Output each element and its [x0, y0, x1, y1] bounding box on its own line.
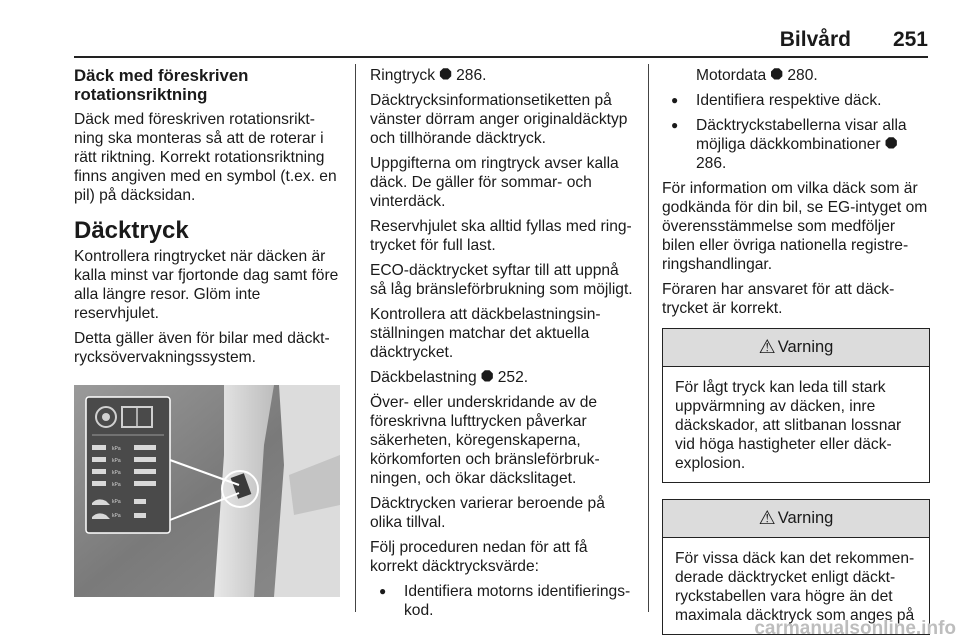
paragraph: Däckbelastning ⯃ 252. [370, 369, 529, 386]
svg-text:kPa: kPa [112, 482, 121, 488]
column-1 [74, 66, 342, 597]
paragraph: Föraren har ansvaret för att däck-trycket är korrekt. [662, 281, 895, 317]
tire-pressure-label-photo [74, 385, 340, 597]
warning-title: Varning [777, 338, 834, 356]
svg-text:kPa: kPa [112, 513, 121, 519]
paragraph: Över- eller underskridande av de föreskrivna lufttrycken påverkar säkerheten, köregenskaperna, körkomforten och bränsleförbruk-ningen, och ökar däckslitaget. [370, 394, 600, 487]
paragraph: Detta gäller även för bilar med däckt-rycksövervakningssystem. [74, 330, 330, 366]
list-item-continuation: Motordata ⯃ 280. [696, 67, 818, 84]
warning-icon: ⚠ [758, 337, 776, 358]
paragraph: Ringtryck ⯃ 286. [370, 67, 487, 84]
warning-box [662, 328, 930, 483]
warning-box [662, 499, 930, 635]
warning-header [663, 500, 929, 538]
list-item: ● Identifiera motorns identifierings-kod. [370, 582, 636, 620]
page-header [738, 28, 928, 52]
paragraph: Kontrollera att däckbelastningsin-ställningen matchar det aktuella däcktrycket. [370, 306, 601, 361]
svg-text:kPa: kPa [112, 499, 121, 505]
header-rule [74, 56, 928, 58]
watermark: carmanualsonline.info [754, 618, 956, 639]
warning-text: För vissa däck kan det rekommen-derade däcktrycket enligt däckt-ryckstabellen vara högre än det maximala däcktryck som anges på [675, 550, 915, 624]
paragraph: Följ proceduren nedan för att få korrekt däcktrycksvärde: [370, 539, 588, 575]
column-2 [370, 66, 636, 626]
page-number: 251 [892, 28, 928, 51]
section-title: Bilvård [779, 28, 851, 51]
paragraph: Däcktrycken varierar beroende på olika tillval. [370, 495, 605, 531]
door-frame-illustration [74, 385, 340, 597]
svg-text:kPa: kPa [112, 446, 121, 452]
warning-title: Varning [777, 509, 834, 527]
warning-text: För lågt tryck kan leda till stark uppvärmning av däcken, inre däckskador, att slitbanan lossnar vid höga hastigheter eller däck-explosion. [675, 379, 902, 472]
warning-icon: ⚠ [758, 508, 776, 529]
paragraph: Reservhjulet ska alltid fyllas med ring-trycket för full last. [370, 218, 632, 254]
heading-rotation-direction: Däck med föreskriven rotationsriktning [74, 66, 249, 104]
column-3 [662, 66, 930, 635]
warning-header [663, 329, 929, 367]
column-divider-1 [355, 64, 356, 612]
paragraph: Kontrollera ringtrycket när däcken är kalla minst var fjortonde dag samt före alla längre resor. Glöm inte reservhjulet. [74, 248, 339, 322]
paragraph: Uppgifterna om ringtryck avser kalla däck. De gäller för sommar- och vinterdäck. [370, 155, 619, 210]
list-item: ● Däcktryckstabellerna visar alla möjliga däckkombinationer ⯃ 286. [662, 116, 930, 173]
svg-text:kPa: kPa [112, 458, 121, 464]
svg-text:kPa: kPa [112, 470, 121, 476]
paragraph: Däck med föreskriven rotationsrikt-ning ska monteras så att de roterar i rätt riktning. Korrekt rotationsriktning finns angiven med en symbol (t.ex. en pil) på däcksidan. [74, 111, 337, 204]
list-item: ● Identifiera respektive däck. [662, 91, 930, 110]
column-divider-2 [648, 64, 649, 612]
heading-tire-pressure: Däcktryck [74, 217, 189, 244]
paragraph: För information om vilka däck som är godkända för din bil, se EG-intyget om överensstämmelse som medföljer bilen eller övriga nationella registre-ringshandlingar. [662, 180, 928, 273]
paragraph: ECO-däcktrycket syftar till att uppnå så låg bränsleförbrukning som möjligt. [370, 262, 633, 298]
paragraph: Däcktrycksinformationsetiketten på vänster dörram anger originaldäcktyp och tillhörande däcktryck. [370, 92, 628, 147]
